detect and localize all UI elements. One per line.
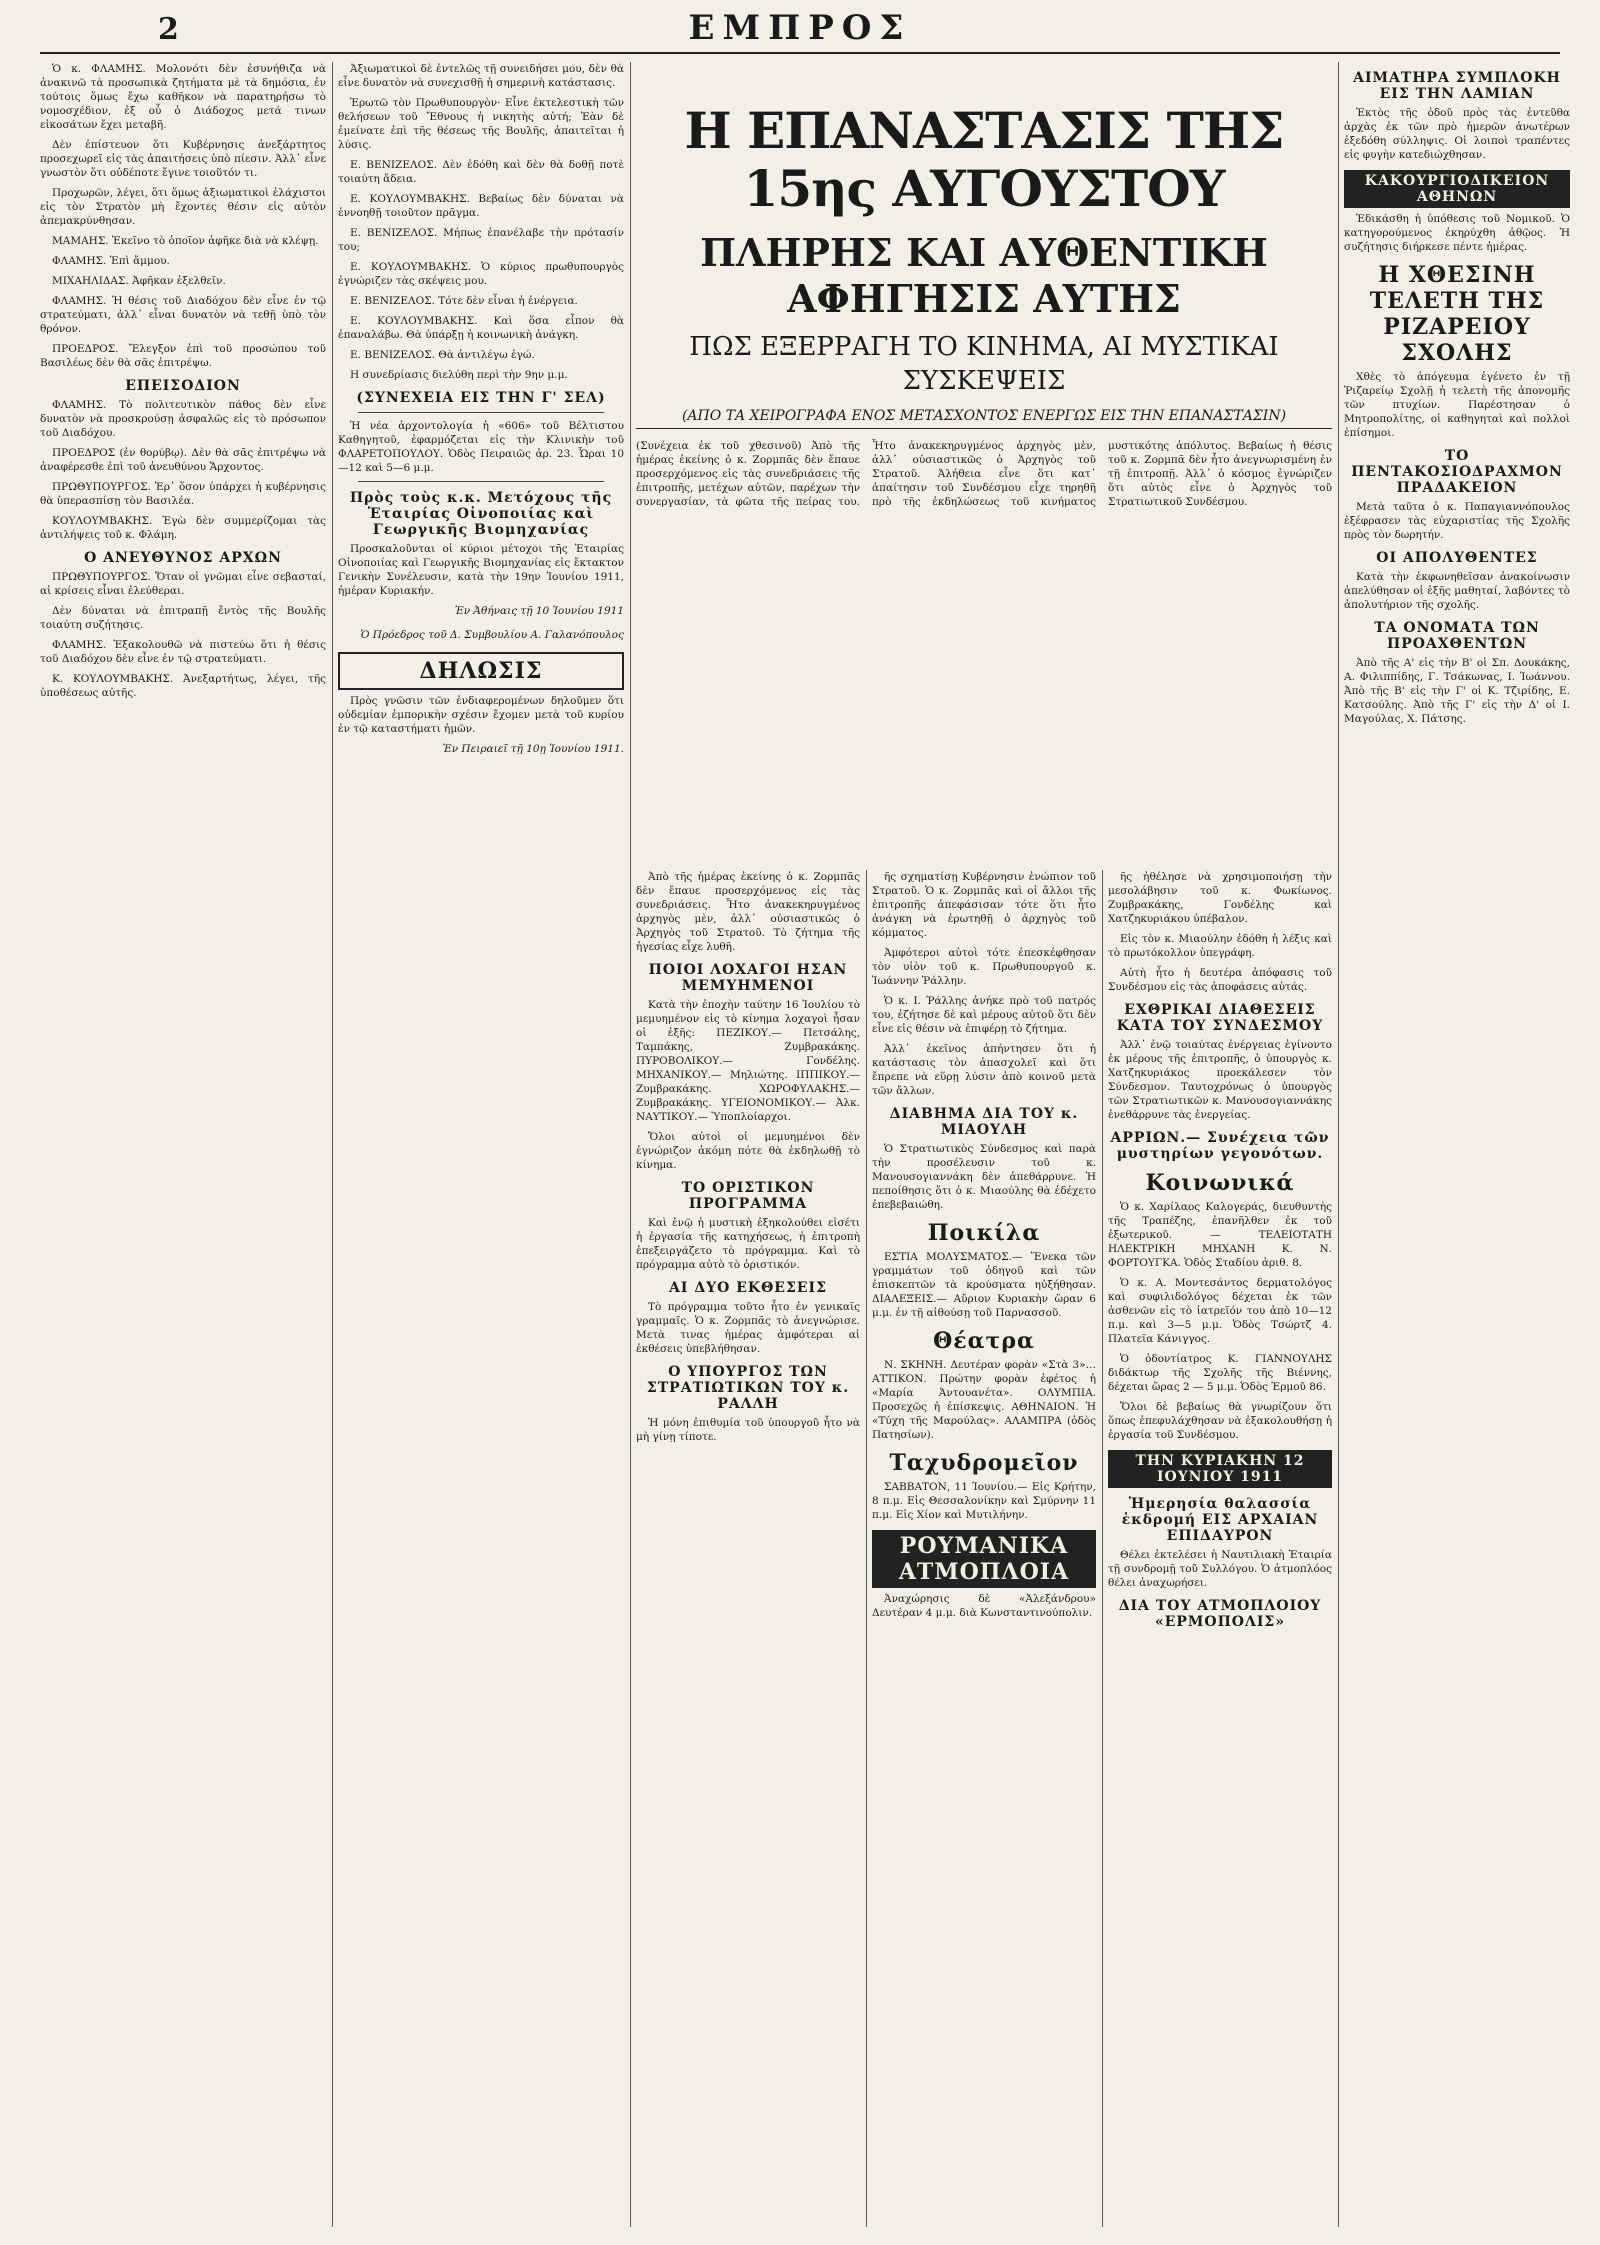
paragraph: Πρὸς γνῶσιν τῶν ἐνδιαφερομένων δηλοῦμεν ὅτι οὐδεμίαν ἐμπορικὴν σχέσιν ἔχομεν μετὰ τοῦ κυρίου ἐν τῷ καταστήματι ἡμῶν.	[338, 695, 624, 735]
section-heading: Ο ΥΠΟΥΡΓΟΣ ΤΩΝ ΣΤΡΑΤΙΩΤΙΚΩΝ ΤΟΥ κ. ΡΑΛΛΗ	[646, 1364, 850, 1412]
paragraph: ΠΡΟΕΔΡΟΣ (ἐν θορύβῳ). Δὲν θὰ σᾶς ἐπιτρέψω νὰ ἀναφέρεσθε ἐπὶ τοῦ ἀνευθύνου Ἄρχοντος.	[40, 447, 326, 473]
source-note: (ΑΠΟ ΤΑ ΧΕΙΡΟΓΡΑΦΑ ΕΝΟΣ ΜΕΤΑΣΧΟΝΤΟΣ ΕΝΕΡΓΩΣ ΕΙΣ ΤΗΝ ΕΠΑΝΑΣΤΑΣΙΝ)	[636, 408, 1332, 429]
paragraph: ΚΟΥΛΟΥΜΒΑΚΗΣ. Ἐγὼ δὲν συμμερίζομαι τὰς ἀντιλήψεις τοῦ κ. Φλάμη.	[40, 515, 326, 541]
paragraph: Μετὰ ταῦτα ὁ κ. Παπαγιαννόπουλος ἐξέφρασεν τὰς εὐχαριστίας τῆς Σχολῆς πρὸς τὸν δωρητήν.	[1344, 501, 1570, 541]
section-heading: Θέατρα	[933, 1328, 1035, 1354]
paragraph: Ἀλλ᾽ ἐκεῖνος ἀπήντησεν ὅτι ἡ κατάστασις τὸν ἀπασχολεῖ καὶ ὅτι ἔπρεπε νὰ εὕρῃ λύσιν ἀπὸ κοινοῦ μετὰ τῶν ἄλλων.	[872, 1043, 1096, 1097]
paragraph: Ὁ Στρατιωτικὸς Σύνδεσμος καὶ παρὰ τὴν προσέλευσιν τοῦ κ. Μανουσογιαννάκη δὲν ἀπεθάρρυνε. Ἡ πεποίθησις ὅτι ὁ κ. Μιαούλης θὰ ἐδέχετο ἐπεβεβαιώθη.	[872, 1143, 1096, 1211]
column-rule	[1338, 62, 1339, 2227]
paragraph: Αὐτὴ ἦτο ἡ δευτέρα ἀπόφασις τοῦ Συνδέσμου εἰς τὰς ἀποφάσεις αὐτάς.	[1108, 967, 1332, 993]
advertisement: Ὁ κ. Α. Μοντεσάντος δερματολόγος καὶ συφιλιδολόγος δέχεται ἐκ τῶν ἀσθενῶν εἰς τὸ ἰατρεῖόν του ἀπὸ 10—12 π.μ. καὶ 3—5 μ.μ. Ὁδὸς Τσώρτζ 4. Πλατεῖα Κάνιγγος.	[1108, 1277, 1332, 1345]
paragraph: Ἐδικάσθη ἡ ὑπόθεσις τοῦ Νομικοῦ. Ὁ κατηγορούμενος ἐκηρύχθη ἀθῷος. Ἡ συζήτησις διήρκεσε πέντε ἡμέρας.	[1344, 213, 1570, 253]
section-heading: ΟΙ ΑΠΟΛΥΘΕΝΤΕΣ	[1376, 550, 1538, 566]
paragraph: Ἀμφότεροι αὐτοὶ τότε ἐπεσκέφθησαν τὸν υἱὸν τοῦ κ. Πρωθυπουργοῦ κ. Ἰωάννην Ῥάλλην.	[872, 947, 1096, 987]
paragraph: ΠΡΩΘΥΠΟΥΡΓΟΣ. Ἐρ᾽ ὅσον ὑπάρχει ἡ κυβέρνησις θὰ ὑπερασπίσῃ τὸν Βασιλέα.	[40, 481, 326, 507]
continued-note: (ΣΥΝΕΧΕΙΑ ΕΙΣ ΤΗΝ Γ' ΣΕΛ)	[356, 390, 606, 406]
paragraph: Ἡ μόνη ἐπιθυμία τοῦ ὑπουργοῦ ἦτο νὰ μὴ γίνῃ τίποτε.	[636, 1417, 860, 1443]
paragraph: ΜΑΜΑΗΣ. Ἐκεῖνο τὸ ὁποῖον ἀφῆκε διὰ νὰ κλέψῃ.	[52, 235, 319, 247]
section-heading: ΠΟΙΟΙ ΛΟΧΑΓΟΙ ΗΣΑΝ ΜΕΜΥΗΜΕΝΟΙ	[648, 962, 848, 994]
paragraph: ΦΛΑΜΗΣ. Ἐπὶ ἄμμου.	[52, 255, 170, 267]
lead-text: (Συνέχεια ἐκ τοῦ χθεσινοῦ) Ἀπὸ τῆς ἡμέρας ἐκείνης ὁ κ. Ζορμπᾶς δὲν ἔπαυε προσερχόμενος εἰς τὰς συνεδριάσεις τῆς ἐπιτροπῆς, μετέχων αὐτῶν, παρέχων τὴν συνεργασίαν, τὰ φῶτα τῆς πείρας του. Ἦτο ἀνακεκηρυγμένος ἀρχηγὸς μὲν, ἀλλ᾽ οὐσιαστικῶς ὁ Ἀρχηγὸς τοῦ Στρατοῦ. Ἀλήθεια εἶνε ὅτι κατ᾽ ἀπαίτησιν τοῦ Συνδέσμου εἶχε τηρηθῆ πρὸ τῆς ἐκδηλώσεως τοῦ κινήματος μυστικότης ἀπόλυτος. Βεβαίως ἡ θέσις τοῦ κ. Ζορμπᾶ δὲν ἦτο ἀνεγνωρισμένη ἐν τῇ ἐπιτροπῇ. Ἀλλ᾽ ὁ κόσμος ἐγνώριζεν ὅτι αὐτὸς εἶνε ὁ Ἀρχηγὸς τοῦ Στρατιωτικοῦ Συνδέσμου.	[636, 440, 1332, 508]
paragraph: Ὁ κ. Χαρίλαος Καλογεράς, διευθυντὴς τῆς Τραπέζης, ἐπανῆλθεν ἐκ τοῦ ἐξωτερικοῦ. — ΤΕΛΕΙΟΤΑΤΗ ΗΛΕΚΤΡΙΚΗ ΜΗΧΑΝΗ Κ. Ν. ΦΟΡΤΟΥΓΚΑ. Ὁδὸς Σταδίου ἀριθ. 8.	[1108, 1201, 1332, 1269]
column-1	[40, 62, 326, 2227]
paragraph: Ἐρωτῶ τὸν Πρωθυπουργὸν· Εἶνε ἐκτελεστικὴ τῶν θελήσεων τοῦ Ἔθνους ἡ νικητὴς αὐτή; Ἐὰν δὲ ἐμείνατε ἐπὶ τῆς θέσεως τῆς Βουλῆς, ἀπαιτεῖται ἡ λύσις.	[338, 97, 624, 151]
section-heading: ΤΗΝ ΚΥΡΙΑΚΗΝ 12 ΙΟΥΝΙΟΥ 1911	[1108, 1450, 1332, 1488]
paragraph: Ὅλοι δὲ βεβαίως θὰ γνωρίζουν ὅτι ὅπως ἐπεφυλάχθησαν νὰ ἐξακολουθήσῃ ἡ ἐργασία τοῦ Συνδέσμου.	[1108, 1401, 1332, 1441]
paragraph: Ἀλλ᾽ ἐνῷ τοιαύτας ἐνέργειας ἐγίνοντο ἐκ μέρους τῆς ἐπιτροπῆς, ὁ ὑπουργὸς κ. Χατζηκυριάκος προεκάλεσεν τὸν Σύνδεσμον. Ταυτοχρόνως ὁ ὑπουργὸς τῶν Στρατιωτικῶν κ. Μανουσογιαννάκης ἐνεθάρρυνε τὰς ἐνεργείας.	[1108, 1039, 1332, 1121]
section-heading: Ποικίλα	[927, 1220, 1041, 1246]
advertisement: Ὁ ὀδοντίατρος Κ. ΓΙΑΝΝΟΥΛΗΣ διδάκτωρ τῆς Σχολῆς τῆς Βιέννης, δέχεται ὥρας 2 — 5 μ.μ. Ὁδὸς Ἑρμοῦ 86.	[1108, 1353, 1332, 1393]
section-heading: Πρὸς τοὺς κ.κ. Μετόχους τῆς Ἑταιρίας Οἰνοποιίας καὶ Γεωργικῆς Βιομηχανίας	[349, 490, 613, 538]
section-heading: ΔΗΛΩΣΙΣ	[338, 652, 624, 690]
paragraph: ΦΛΑΜΗΣ. Ἐξακολουθῶ νὰ πιστεύω ὅτι ἡ θέσις τοῦ Διαδόχου δὲν εἶνε ἐν τῷ στρατεύματι.	[40, 639, 326, 665]
signature: Ὁ Πρόεδρος τοῦ Δ. Συμβουλίου Α. Γαλανόπουλος	[360, 629, 624, 641]
section-heading: ΚΑΚΟΥΡΓΙΟΔΙΚΕΙΟΝ ΑΘΗΝΩΝ	[1344, 170, 1570, 208]
column-3	[636, 870, 860, 2227]
paragraph: Θέλει ἐκτελέσει ἡ Ναυτιλιακὴ Ἑταιρία τῇ συνδρομῇ τοῦ Συλλόγου. Ὁ ἀτμοπλόος θέλει ἀναχωρήσει.	[1108, 1549, 1332, 1589]
section-heading: ΤΟ ΠΕΝΤΑΚΟΣΙΟΔΡΑΧΜΟΝ ΠΡΑΔΑΚΕΙΟΝ	[1351, 448, 1563, 496]
section-heading: ΑΡΡΙΩΝ.— Συνέχεια τῶν μυστηρίων γεγονότων.	[1110, 1130, 1330, 1162]
paragraph: Ε. ΒΕΝΙΖΕΛΟΣ. Δὲν ἐδόθη καὶ δὲν θὰ δοθῇ ποτὲ τοιαύτη ἄδεια.	[338, 159, 624, 185]
paragraph: Ν. ΣΚΗΝΗ. Δευτέραν φορὰν «Στὰ 3»… ΑΤΤΙΚΟΝ. Πρώτην φορὰν ἐφέτος ἡ «Μαρία Ἀντουανέτα». ΟΛΥΜΠΙΑ. Προσεχῶς ἡ ἐπίσκεψις. ΑΘΗΝΑΙΟΝ. Ἡ «Τύχη τῆς Μαρούλας». ΑΛΑΜΠΡΑ (ὁδὸς Πατησίων).	[872, 1359, 1096, 1441]
headline-block	[636, 62, 1332, 862]
paragraph: ΜΙΧΑΗΛΙΔΑΣ. Ἀφῆκαν ἐξελθεῖν.	[52, 275, 226, 287]
paragraph: Ε. ΒΕΝΙΖΕΛΟΣ. Θὰ ἀντιλέγω ἐγώ.	[350, 349, 535, 361]
paragraph: Ὁ κ. Ι. Ῥάλλης ἀνήκε πρὸ τοῦ πατρός του, ἐζήτησε δὲ καὶ μέρους αὐτοῦ ὅτι δὲν εἶνε εἰς θέσιν νὰ ἐπιφέρῃ τὸ ζήτημα.	[872, 995, 1096, 1035]
paragraph: Ε. ΒΕΝΙΖΕΛΟΣ. Μήπως ἐπανέλαβε τὴν πρότασίν του;	[338, 227, 624, 253]
paragraph: Ε. ΚΟΥΛΟΥΜΒΑΚΗΣ. Βεβαίως δὲν δύναται νὰ ἐννοηθῇ τοιοῦτον πρᾶγμα.	[338, 193, 624, 219]
paragraph: ῆς ἠθέλησε νὰ χρησιμοποιήσῃ τὴν μεσολάβησιν τοῦ κ. Φωκίωνος. Ζυμβρακάκης, Γονδέλης καὶ Χατζηκυριάκου ὑπέβαλον.	[1108, 871, 1332, 925]
paragraph: ΦΛΑΜΗΣ. Ἡ θέσις τοῦ Διαδόχου δὲν εἶνε ἐν τῷ στρατεύματι, ἀλλ᾽ εἶναι δυνατὸν νὰ τεθῇ ὑπὸ τὸν θρόνον.	[40, 295, 326, 335]
paragraph: Ἀπὸ τῆς ἡμέρας ἐκείνης ὁ κ. Ζορμπᾶς δὲν ἔπαυε προσερχόμενος εἰς τὰς συνεδριάσεις. Ἦτο ἀνακεκηρυγμένος ἀρχηγὸς μὲν, ἀλλ᾽ οὐσιαστικῶς ὁ Ἀρχηγὸς τοῦ Στρατοῦ. Τὸ ζήτημα τῆς ἡγεσίας εἶχε λυθῆ.	[636, 871, 860, 953]
paragraph: Εἰς τὸν κ. Μιαούλην ἐδόθη ἡ λέξις καὶ τὸ πρωτόκολλον ὑπεγράφη.	[1108, 933, 1332, 959]
column-6	[1344, 62, 1570, 2227]
main-headline: Η ΕΠΑΝΑΣΤΑΣΙΣ ΤΗΣ 15ης ΑΥΓΟΥΣΤΟΥ	[684, 101, 1284, 218]
section-subheading: Ἡμερησία θαλασσία ἐκδρομή ΕΙΣ ΑΡΧΑΙΑΝ ΕΠΙΔΑΥΡΟΝ	[1121, 1496, 1319, 1544]
paragraph: Ἐκτὸς τῆς ὁδοῦ πρὸς τὰς ἐντεῦθα ἀρχὰς ἐκ τῶν πρὸ ἡμερῶν ἀνωτέρων ἐξεδόθη σύλληψις. Οἱ λοιποὶ τραπέντες εἰς φυγὴν κατεδιώχθησαν.	[1344, 107, 1570, 161]
column-5	[1108, 870, 1332, 2227]
paragraph: Καὶ ἐνῷ ἡ μυστικὴ ἐξηκολούθει εἰσέτι ἡ ἐργασία τῆς κατηχήσεως, ἡ ἐπιτροπὴ ἐπεξειργάζετο τὸ πρόγραμμα. Καὶ τὸ πρόγραμμα αὐτὸ τὸ ὁριστικόν.	[636, 1217, 860, 1271]
divider	[358, 481, 604, 482]
column-rule	[1102, 870, 1103, 2227]
paragraph: Ἀναχώρησις δὲ «Ἀλεξάνδρου» Δευτέραν 4 μ.μ. διὰ Κωνσταντινούπολιν.	[872, 1593, 1096, 1619]
section-heading: Ταχυδρομεῖον	[889, 1450, 1079, 1476]
column-4	[872, 870, 1096, 2227]
advertisement: Ἡ νέα ἀρχοντολογία ἡ «606» τοῦ Βέλτιστου Καθηγητοῦ, ἐφαρμόζεται εἰς τὴν Κλινικὴν τοῦ ΦΛΑΡΕΤΟΠΟΥΛΟΥ. Ὁδὸς Πειραιῶς ἀρ. 23. Ὧραι 10—12 καὶ 5—6 μ.μ.	[338, 420, 624, 474]
paragraph: ΕΣΤΙΑ ΜΟΛΥΣΜΑΤΟΣ.— Ἕνεκα τῶν γραμμάτων τοῦ ὁδηγοῦ καὶ τῶν ἐπισκεπτῶν τὰ κρούσματα ηὐξήθησαν. ΔΙΑΛΕΞΕΙΣ.— Αὔριον Κυριακὴν ὥραν 6 μ.μ. ἐν τῇ αἰθούσῃ τοῦ Παρνασσοῦ.	[872, 1251, 1096, 1319]
column-2	[338, 62, 624, 2227]
paragraph: ΠΡΟΕΔΡΟΣ. Ἔλεγξον ἐπὶ τοῦ προσώπου τοῦ Βασιλέως δὲν θὰ σᾶς ἐπιτρέψω.	[40, 343, 326, 369]
section-heading: ΑΙΜΑΤΗΡΑ ΣΥΜΠΛΟΚΗ ΕΙΣ ΤΗΝ ΛΑΜΙΑΝ	[1353, 70, 1561, 102]
section-heading: ΑΙ ΔΥΟ ΕΚΘΕΣΕΙΣ	[669, 1280, 827, 1296]
paragraph: ΣΑΒΒΑΤΟΝ, 11 Ἰουνίου.— Εἰς Κρήτην, 8 π.μ. Εἰς Θεσσαλονίκην καὶ Σμύρνην 11 π.μ. Εἰς Χίον καὶ Μυτιλήνην.	[872, 1481, 1096, 1521]
paragraph: Ὅλοι αὐτοὶ οἱ μεμυημένοι δὲν ἐγνώριζον ἀκόμη πότε θὰ ἐκδηλωθῇ τὸ κίνημα.	[636, 1131, 860, 1171]
section-footer: ΔΙΑ ΤΟΥ ΑΤΜΟΠΛΟΙΟΥ «ΕΡΜΟΠΟΛΙΣ»	[1118, 1598, 1322, 1630]
paragraph: Ε. ΒΕΝΙΖΕΛΟΣ. Τότε δὲν εἶναι ἡ ἐνέργεια.	[350, 295, 578, 307]
divider	[358, 412, 604, 413]
paragraph: Κατὰ τὴν ἐποχὴν ταύτην 16 Ἰουλίου τὸ μεμυημένον εἰς τὸ κίνημα λοχαγοὶ ἦσαν οἱ ἑξῆς: ΠΕΖΙΚΟΥ.— Πετσάλης, Ταμπάκης, Ζυμβρακάκης. ΠΥΡΟΒΟΛΙΚΟΥ.— Γονδέλης. ΜΗΧΑΝΙΚΟΥ.— Μηλιώτης. ΙΠΠΙΚΟΥ.— Ζυμβρακάκης. ΧΩΡΟΦΥΛΑΚΗΣ.— Ζυμβρακάκης. ΥΓΕΙΟΝΟΜΙΚΟΥ.— Ἀλκ. ΝΑΥΤΙΚΟΥ.— Ὑποπλοίαρχοι.	[636, 999, 860, 1123]
paragraph: Κατὰ τὴν ἐκφωνηθεῖσαν ἀνακοίνωσιν ἀπελύθησαν οἱ ἑξῆς μαθηταί, λαβόντες τὸ ἀπολυτήριον τῆς σχολῆς.	[1344, 571, 1570, 611]
paragraph: ΠΡΩΘΥΠΟΥΡΓΟΣ. Ὅταν οἱ γνῶμαι εἶνε σεβασταί, αἱ κρίσεις εἶναι ἐλεύθεραι.	[40, 571, 326, 597]
masthead	[40, 8, 1560, 54]
section-heading: ΤΑ ΟΝΟΜΑΤΑ ΤΩΝ ΠΡΟΑΧΘΕΝΤΩΝ	[1374, 620, 1540, 652]
paragraph: Δὲν δύναται νὰ ἐπιτραπῇ ἔντὸς τῆς Βουλῆς τοιαύτη συζήτησις.	[40, 605, 326, 631]
page-number: 2	[158, 12, 179, 47]
paragraph: Ε. ΚΟΥΛΟΥΜΒΑΚΗΣ. Καὶ ὅσα εἶπον θὰ ἐπαναλάβω. Θὰ ὑπάρξῃ ἡ κοινωνικὴ ἀνάγκη.	[338, 315, 624, 341]
paragraph: Προχωρῶν, λέγει, ὅτι ὅμως ἀξιωματικοὶ ἐλάχιστοι εἰς τὸν Στρατὸν μὴ ἔχοντες θέσιν εἰς αὐτὸν ἀπεμακρύνθησαν.	[40, 187, 326, 227]
paragraph: Δὲν ἐπίστευον ὅτι Κυβέρνησις ἀνεξάρτητος προσεχωρεῖ εἰς τὰς ἀπαιτήσεις ὑπὸ πίεσιν. Ἀλλ᾽ εἶνε γνωστὸν ὅτι οὐδέποτε ἔγινε τοιοῦτόν τι.	[40, 139, 326, 179]
paragraph: Ὁ κ. ΦΛΑΜΗΣ. Μολονότι δὲν ἐσυνήθιζα νὰ ἀνακινῶ τὰ προσωπικὰ ζητήματα μὲ τὰ δημόσια, ἐν τούτοις ὅμως ἔχω καθῆκον νὰ παρατηρήσω τὸ νομοσχέδιον, ἐξ οὗ ὁ Διάδοχος μετά τινων εἰκοσάτων ἔχει μεταβῆ.	[40, 63, 326, 131]
section-heading: ΕΧΘΡΙΚΑΙ ΔΙΑΘΕΣΕΙΣ ΚΑΤΑ ΤΟΥ ΣΥΝΔΕΣΜΟΥ	[1116, 1002, 1324, 1034]
sub-headline-2: ΠΩΣ ΕΞΕΡΡΑΓΗ ΤΟ ΚΙΝΗΜΑ, ΑΙ ΜΥΣΤΙΚΑΙ ΣΥΣΚΕΨΕΙΣ	[689, 332, 1279, 396]
section-heading: ΤΟ ΟΡΙΣΤΙΚΟΝ ΠΡΟΓΡΑΜΜΑ	[681, 1180, 815, 1212]
paper-name: ΕΜΠΡΟΣ	[688, 8, 912, 48]
section-heading: ΔΙΑΒΗΜΑ ΔΙΑ ΤΟΥ κ. ΜΙΑΟΥΛΗ	[889, 1106, 1079, 1138]
column-rule	[866, 870, 867, 2227]
section-heading: Η ΧΘΕΣΙΝΗ ΤΕΛΕΤΗ ΤΗΣ ΡΙΖΑΡΕΙΟΥ ΣΧΟΛΗΣ	[1369, 262, 1545, 366]
sub-headline: ΠΛΗΡΗΣ ΚΑΙ ΑΥΘΕΝΤΙΚΗ ΑΦΗΓΗΣΙΣ ΑΥΤΗΣ	[700, 230, 1268, 321]
paragraph: Χθὲς τὸ ἀπόγευμα ἐγένετο ἐν τῇ Ῥιζαρείῳ Σχολῇ ἡ τελετὴ τῆς ἀπονομῆς τῶν πτυχίων. Παρέστησαν ὁ Μητροπολίτης, οἱ καθηγηταὶ καὶ πολλοὶ ἐπίσημοι.	[1344, 371, 1570, 439]
column-rule	[630, 62, 631, 2227]
paragraph: Τὸ πρόγραμμα τοῦτο ἦτο ἐν γενικαῖς γραμμαῖς. Ὁ κ. Ζορμπᾶς τὸ ἀνεγνώρισε. Μετὰ τινας ἡμέρας ἀμφότεραι αἱ ἐκθέσεις ὑπεβλήθησαν.	[636, 1301, 860, 1355]
section-heading: ΕΠΕΙΣΟΔΙΟΝ	[125, 378, 241, 394]
signature: Ἐν Πειραιεῖ τῇ 10ῃ Ἰουνίου 1911.	[442, 743, 624, 755]
paragraph: ῆς σχηματίσῃ Κυβέρνησιν ἐνώπιον τοῦ Στρατοῦ. Ὁ κ. Ζορμπᾶς καὶ οἱ ἄλλοι τῆς ἐπιτροπῆς ἀπεφάσισαν τότε ὅτι ἦτο ἀνάγκη νὰ ἐρωτηθῇ ὁ ἀρχηγὸς τοῦ κόμματος.	[872, 871, 1096, 939]
column-rule	[332, 62, 333, 2227]
paragraph: Η συνεδρίασις διελύθη περὶ τὴν 9ην μ.μ.	[350, 369, 568, 381]
paragraph: ΦΛΑΜΗΣ. Τὸ πολιτευτικὸν πάθος δὲν εἶνε δυνατὸν νὰ προσκρούσῃ ἀσφαλῶς εἰς τὸ πρόσωπον τοῦ Διαδόχου.	[40, 399, 326, 439]
paragraph: Ε. ΚΟΥΛΟΥΜΒΑΚΗΣ. Ὁ κύριος πρωθυπουργὸς ἐγνώριζεν τὰς σκέψεις μου.	[338, 261, 624, 287]
section-heading: Ο ΑΝΕΥΘΥΝΟΣ ΑΡΧΩΝ	[84, 550, 282, 566]
section-heading: Κοινωνικά	[1145, 1170, 1295, 1196]
paragraph: Προσκαλοῦνται οἱ κύριοι μέτοχοι τῆς Ἑταιρίας Οἰνοποιίας καὶ Γεωργικῆς Βιομηχανίας εἰς ἔκτακτον Γενικὴν Συνέλευσιν, κατὰ τὴν 19ην Ἰουνίου 1911, ἡμέραν Κυριακήν.	[338, 543, 624, 597]
signature: Ἐν Ἀθήναις τῇ 10 Ἰουνίου 1911	[454, 605, 624, 617]
section-heading: ΡΟΥΜΑΝΙΚΑ ΑΤΜΟΠΛΟΙΑ	[872, 1530, 1096, 1588]
paragraph: Ἀξιωματικοὶ δὲ ἐντελῶς τῇ συνειδήσει μου, δὲν θὰ εἶνε δυνατὸν νὰ συνεχισθῇ ἡ σημερινὴ κατάστασις.	[338, 63, 624, 89]
paragraph: Κ. ΚΟΥΛΟΥΜΒΑΚΗΣ. Ἀνεξαρτήτως, λέγει, τῆς ὑποθέσεως αὐτῆς.	[40, 673, 326, 699]
paragraph: Ἀπὸ τῆς Α' εἰς τὴν Β' οἱ Σπ. Δουκάκης, Α. Φιλιππίδης, Γ. Τσάκωνας, Ι. Ἰωάννου. Ἀπὸ τῆς Β' εἰς τὴν Γ' οἱ Κ. Τζιρίδης, Ε. Κατσούλης. Ἀπὸ τῆς Γ' εἰς τὴν Δ' οἱ Ι. Μαγούλας, Χ. Πάτσης.	[1344, 657, 1570, 725]
